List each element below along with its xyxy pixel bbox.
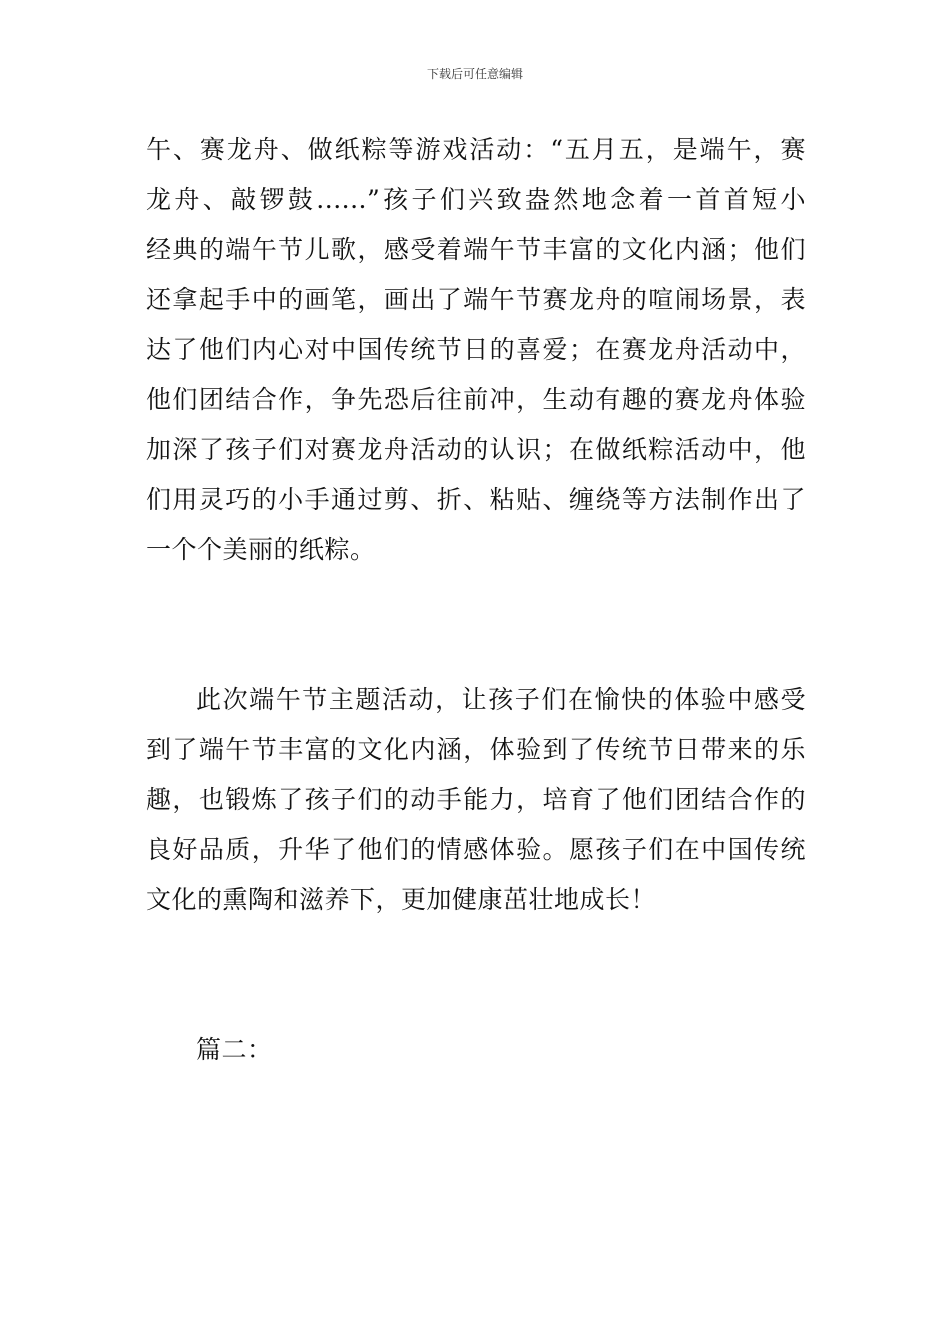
section-heading: 篇二：	[196, 1035, 273, 1064]
paragraph-line: 趣，也锻炼了孩子们的动手能力，培育了他们团结合作的	[146, 785, 806, 814]
header-note: 下载后可任意编辑	[426, 67, 523, 81]
paragraph-line: 加深了孩子们对赛龙舟活动的认识；在做纸粽活动中，他	[146, 435, 806, 464]
paragraph-line: 良好品质，升华了他们的情感体验。愿孩子们在中国传统	[146, 835, 806, 864]
paragraph-line: 达了他们内心对中国传统节日的喜爱；在赛龙舟活动中，	[146, 335, 806, 364]
paragraph-line: 经典的端午节儿歌，感受着端午节丰富的文化内涵；他们	[146, 235, 806, 264]
paragraph-line: 此次端午节主题活动，让孩子们在愉快的体验中感受	[196, 685, 806, 714]
paragraph-line: 到了端午节丰富的文化内涵，体验到了传统节日带来的乐	[146, 735, 806, 764]
paragraph-line: 一个个美丽的纸粽。	[146, 535, 376, 564]
paragraph-line: 们用灵巧的小手通过剪、折、粘贴、缠绕等方法制作出了	[146, 485, 806, 514]
paragraph-line: 还拿起手中的画笔，画出了端午节赛龙舟的喧闹场景，表	[146, 285, 806, 314]
paragraph-line: 文化的熏陶和滋养下，更加健康茁壮地成长！	[146, 885, 657, 914]
paragraph-line: 龙舟、敲锣鼓......”孩子们兴致盎然地念着一首首短小	[146, 185, 806, 214]
paragraph-line: 午、赛龙舟、做纸粽等游戏活动：“五月五，是端午，赛	[146, 135, 806, 164]
paragraph-line: 他们团结合作，争先恐后往前冲，生动有趣的赛龙舟体验	[146, 385, 806, 414]
